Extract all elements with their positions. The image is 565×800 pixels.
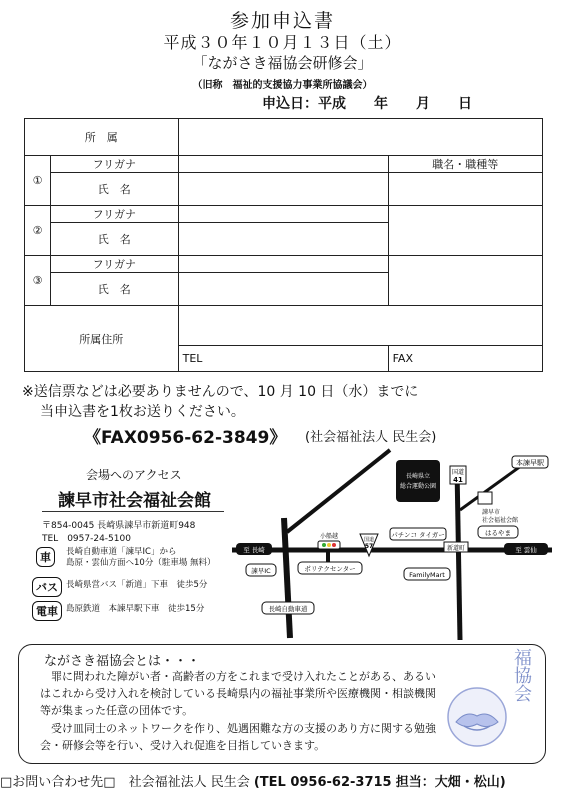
bus-badge: バス	[32, 577, 62, 597]
row-number-3: ③	[25, 256, 51, 306]
venue-building-icon	[478, 492, 492, 504]
about-title: ながさき福協会とは・・・	[44, 654, 201, 669]
route57-label: 国道	[363, 537, 375, 543]
contact-tel: (TEL 0956-62-3715	[253, 775, 392, 790]
expressway-road	[284, 518, 290, 638]
honisahaya-label: 本諫早駅	[516, 459, 544, 467]
about-paragraph-2: 受け皿同士のネットワークを作り、処遇困難な方の支援のあり方に関する勉強会・研修会等を行い、受け入れ促進を目指していきます。	[40, 722, 436, 752]
venue-name: 諫早市社会福祉会館	[58, 491, 211, 511]
affiliation-label: 所 属	[25, 119, 179, 156]
venue-address: 〒854-0045 長崎県諫早市新道町948	[42, 521, 196, 531]
polytech-label: ポリテクセンター	[304, 565, 356, 573]
event-name: 「ながさき福協会研修会」	[192, 54, 373, 72]
to-nagasaki-label: 至 長崎	[243, 546, 265, 554]
train-access	[32, 600, 62, 621]
access-title: 会場へのアクセス	[86, 468, 182, 482]
fax-label: FAX	[392, 352, 413, 365]
organization-name: (社会福祉法人 民生会)	[305, 430, 437, 445]
footer	[0, 771, 565, 790]
name-label: 氏 名	[51, 273, 179, 306]
shindo-label: 新道町	[446, 545, 466, 552]
to-unzen-label: 至 雲仙	[515, 546, 537, 554]
contact-label: □お問い合わせ先□ 社会福祉法人 民生会	[0, 775, 250, 790]
venue-map-label: 諫早市	[482, 509, 501, 516]
application-date[interactable]: 申込日：平成 年 月 日	[262, 96, 472, 112]
furigana-field-1[interactable]	[178, 156, 388, 173]
route57-num: 57	[364, 543, 374, 550]
furigana-label: フリガナ	[51, 206, 179, 223]
furigana-field-2[interactable]	[178, 206, 388, 223]
car-access	[36, 546, 55, 567]
familymart-label: FamilyMart	[409, 571, 445, 579]
deadline-note: ※送信票などは必要ありませんので、10 月 10 日（水）までに	[22, 384, 419, 400]
name-field-2[interactable]	[178, 223, 388, 256]
furigana-label: フリガナ	[51, 256, 179, 273]
contact-staff: 担当：大畑・松山)	[395, 775, 506, 790]
position-label: 職名・職種等	[388, 156, 542, 173]
name-label: 氏 名	[51, 223, 179, 256]
car-text-1: 長崎自動車道「諫早IC」から	[66, 547, 177, 557]
divider	[42, 511, 224, 512]
route41-num: 41	[453, 476, 463, 484]
name-field-3[interactable]	[178, 273, 388, 306]
row-number-2: ②	[25, 206, 51, 256]
isahaya-ic-label: 諫早IC	[251, 567, 271, 575]
expressway-label: 長崎自動車道	[268, 605, 308, 613]
venue-tel: TEL 0957-24-5100	[42, 534, 131, 544]
position-field-1[interactable]	[388, 173, 542, 206]
position-field-3[interactable]	[388, 256, 542, 306]
application-form-table	[24, 118, 543, 372]
signal-yellow-icon	[327, 543, 331, 547]
park-label-2: 総合運動公園	[399, 483, 437, 490]
logo-text: 福協会	[511, 648, 532, 702]
event-date: 平成３０年１０月１３日（土）	[163, 33, 402, 52]
signal-red-icon	[332, 543, 336, 547]
furigana-field-3[interactable]	[178, 256, 388, 273]
diagonal-road	[287, 450, 390, 532]
furigana-label: フリガナ	[51, 156, 179, 173]
former-name: （旧称 福祉的支援協力事業所協議会）	[192, 80, 373, 91]
address-field[interactable]	[178, 306, 542, 346]
row-number-1: ①	[25, 156, 51, 206]
fax-field[interactable]	[388, 346, 542, 372]
send-note: 当申込書を1枚お送りください。	[40, 404, 245, 420]
car-text-2: 島原・雲仙方面へ10分（駐車場 無料）	[66, 558, 216, 568]
route41-label: 国道	[451, 469, 465, 476]
pachinko-label: パチンコ タイガー	[391, 531, 445, 539]
position-field-2[interactable]	[388, 206, 542, 256]
affiliation-field[interactable]	[178, 119, 542, 156]
about-paragraph-1: 罪に問われた障がい者・高齢者の方をこれまで受け入れたことがある、あるいはこれから受け入れを検討している長崎県内の福祉事業所や医療機関・相談機関等が集まった任意の団体です。	[40, 670, 436, 717]
name-label: 氏 名	[51, 173, 179, 206]
park-block	[396, 460, 440, 502]
signal-green-icon	[322, 543, 326, 547]
route41-road	[457, 468, 460, 640]
train-badge: 電車	[32, 601, 62, 621]
fax-number: 《FAX0956-62-3849》	[84, 428, 287, 448]
tel-field[interactable]	[178, 346, 388, 372]
train-text: 島原鉄道 本諫早駅下車 徒歩15分	[66, 604, 205, 614]
form-title: 参加申込書	[229, 10, 335, 32]
access-map	[232, 448, 552, 640]
komame-label: 小船越	[320, 533, 339, 540]
bus-access	[32, 576, 62, 597]
address-label: 所属住所	[25, 306, 179, 372]
name-field-1[interactable]	[178, 173, 388, 206]
tel-label: TEL	[182, 352, 203, 365]
car-badge: 車	[36, 547, 55, 567]
park-label: 長崎県立	[405, 473, 431, 480]
bus-text: 長崎県営バス「新道」下車 徒歩5分	[66, 580, 208, 590]
haruyama-label: はるやま	[485, 529, 511, 537]
handshake-logo-icon	[446, 686, 508, 748]
venue-map-label-2: 社会福祉会館	[482, 517, 519, 524]
